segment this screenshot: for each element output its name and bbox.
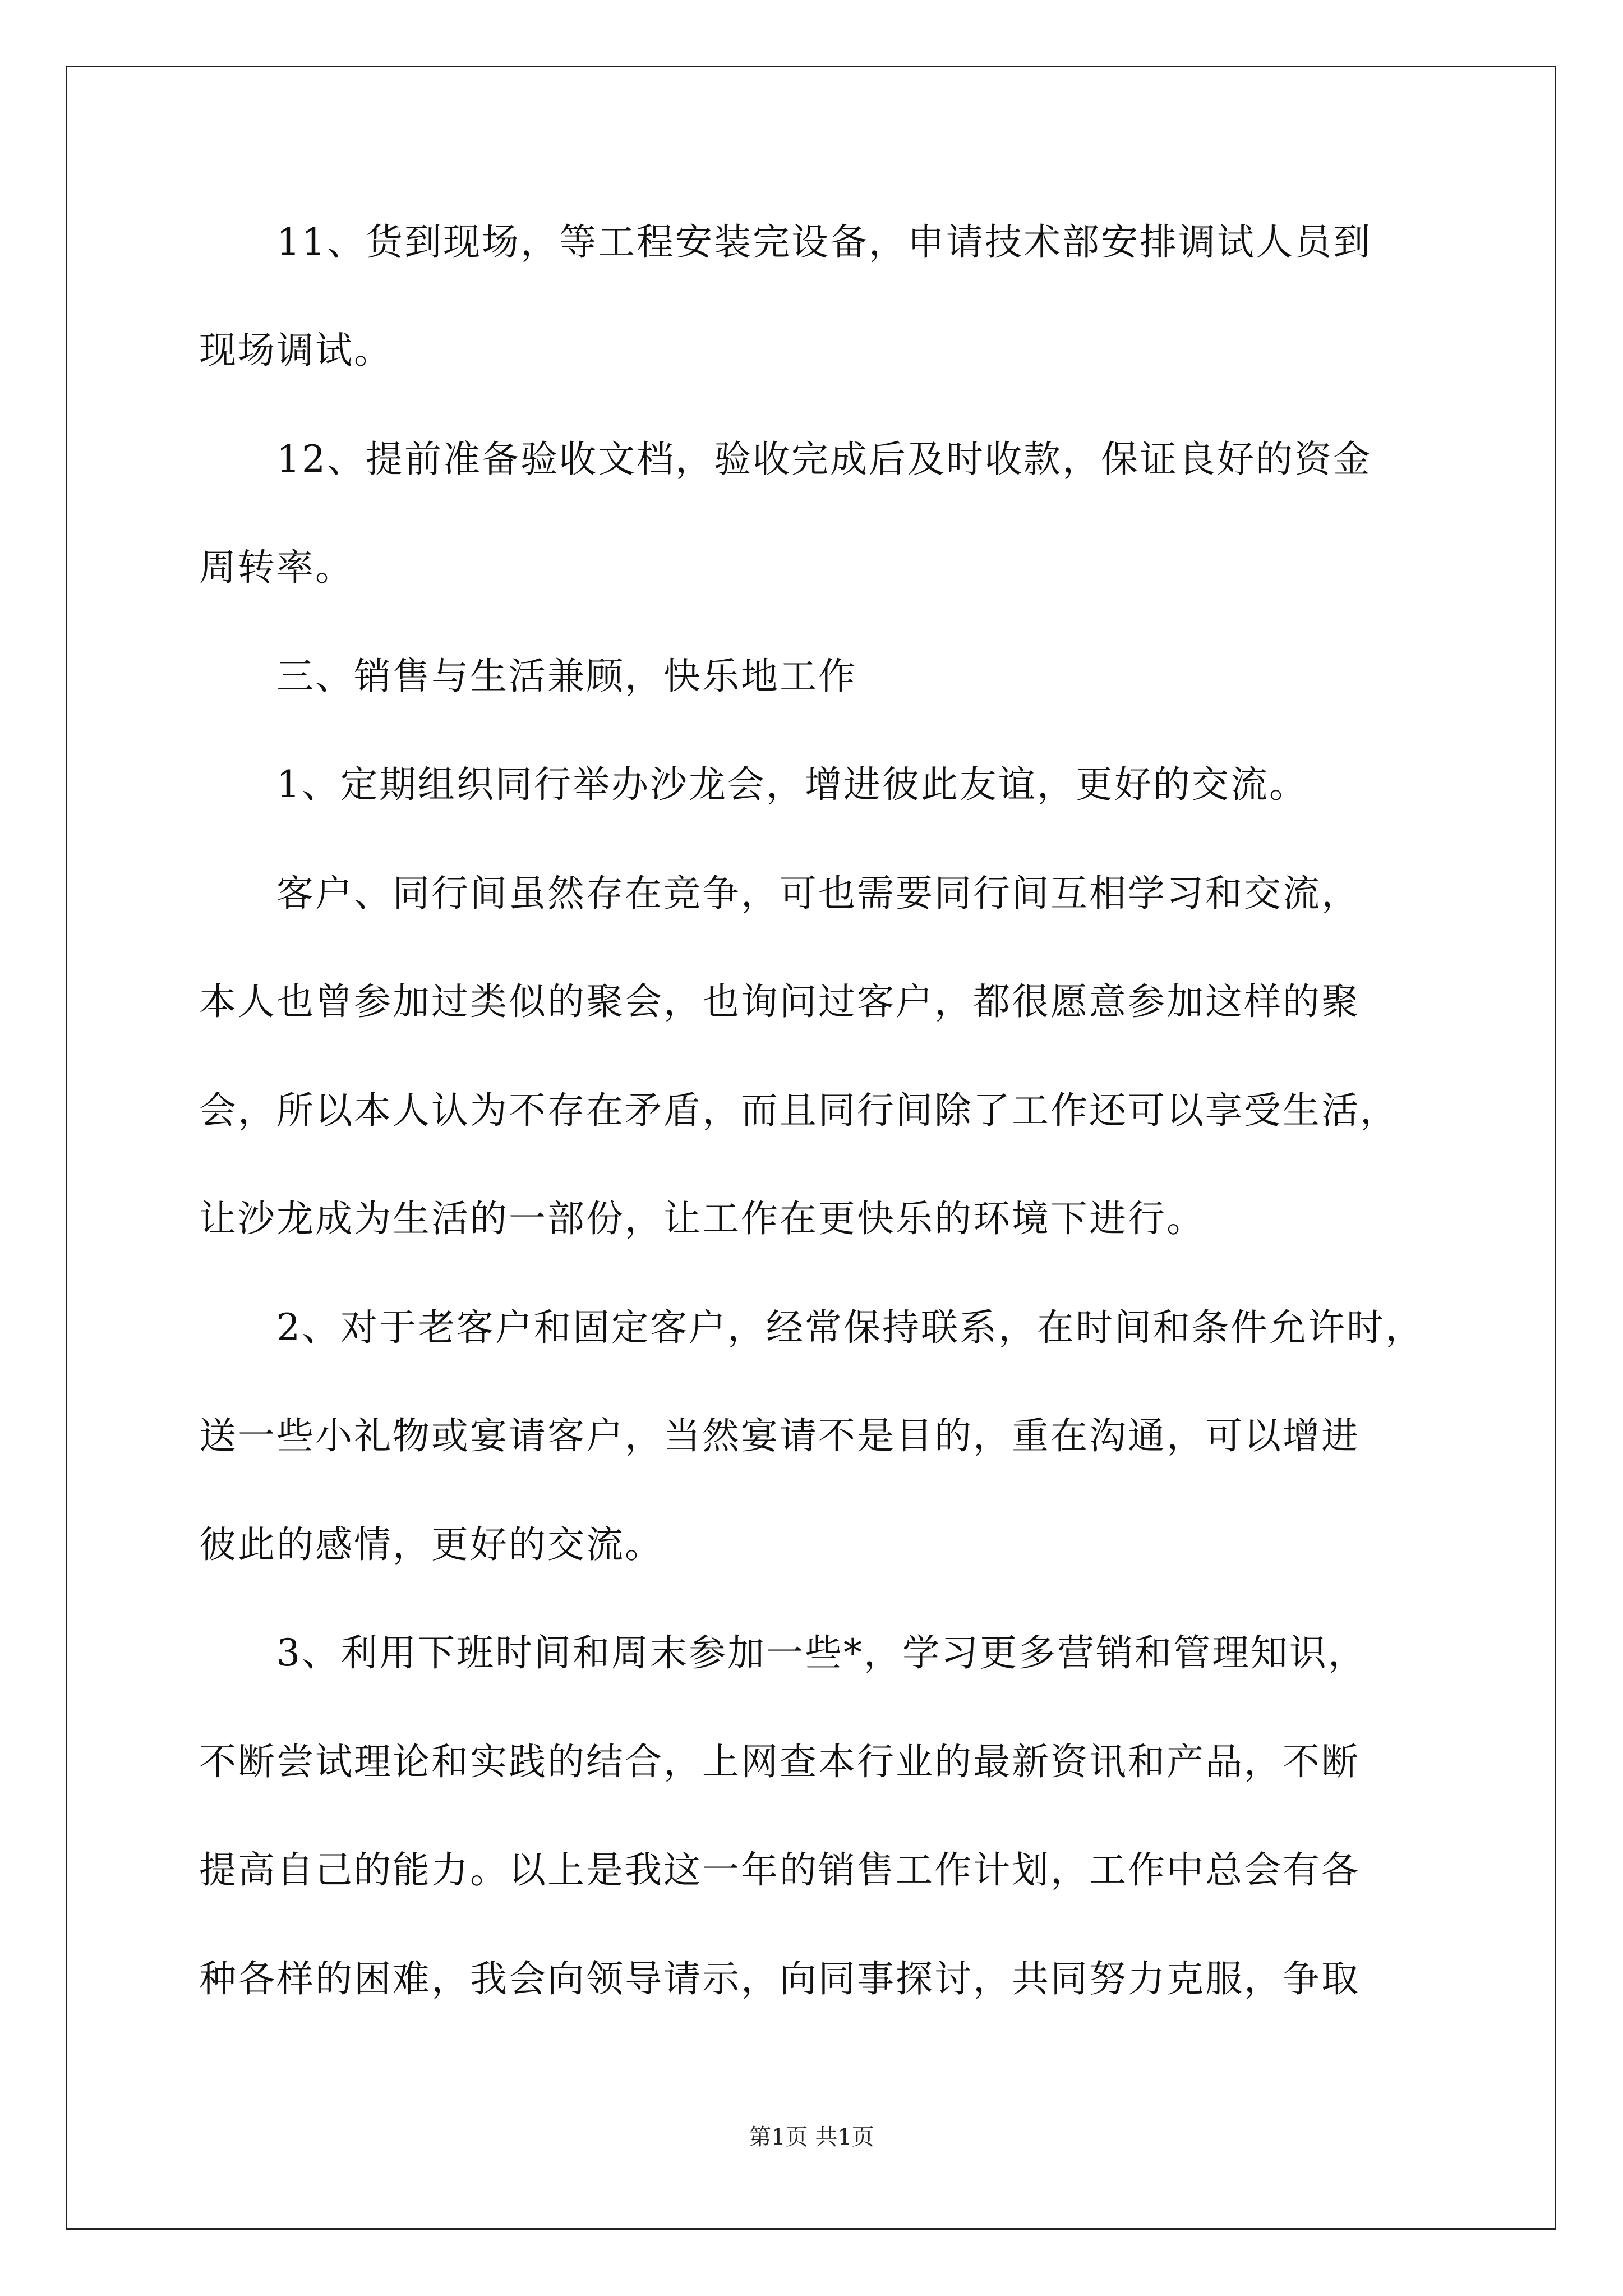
paragraph-line: 3、利用下班时间和周末参加一些*，学习更多营销和管理知识，	[276, 1631, 1367, 1674]
section-heading: 三、销售与生活兼顾，快乐地工作	[276, 655, 857, 698]
paragraph-line: 2、对于老客户和固定客户，经常保持联系，在时间和条件允许时，	[276, 1306, 1424, 1349]
paragraph-line: 让沙龙成为生活的一部份，让工作在更快乐的环境下进行。	[199, 1197, 1205, 1240]
paragraph-line: 12、提前准备验收文档，验收完成后及时收款，保证良好的资金	[276, 438, 1372, 481]
paragraph-line: 送一些小礼物或宴请客户，当然宴请不是目的，重在沟通，可以增进	[199, 1414, 1360, 1457]
paragraph-line: 不断尝试理论和实践的结合，上网查本行业的最新资讯和产品，不断	[199, 1740, 1360, 1783]
paragraph-line: 种各样的困难，我会向领导请示，向同事探讨，共同努力克服，争取	[199, 1957, 1360, 2000]
paragraph-line: 提高自己的能力。以上是我这一年的销售工作计划，工作中总会有各	[199, 1848, 1360, 1892]
paragraph-line: 11、货到现场，等工程安装完设备，申请技术部安排调试人员到	[276, 220, 1372, 264]
paragraph-line: 会，所以本人认为不存在矛盾，而且同行间除了工作还可以享受生活，	[199, 1089, 1399, 1132]
paragraph-line: 1、定期组织同行举办沙龙会，增进彼此友谊，更好的交流。	[276, 763, 1308, 806]
paragraph-line: 本人也曾参加过类似的聚会，也询问过客户，都很愿意参加这样的聚	[199, 980, 1360, 1023]
page-number-footer: 第1页 共1页	[749, 2124, 874, 2150]
paragraph-line: 客户、同行间虽然存在竞争，可也需要同行间互相学习和交流，	[276, 872, 1360, 915]
paragraph-line: 现场调试。	[199, 329, 393, 372]
document-body	[199, 216, 1433, 2005]
paragraph-line: 周转率。	[199, 546, 354, 589]
paragraph-line: 彼此的感情，更好的交流。	[199, 1523, 663, 1566]
